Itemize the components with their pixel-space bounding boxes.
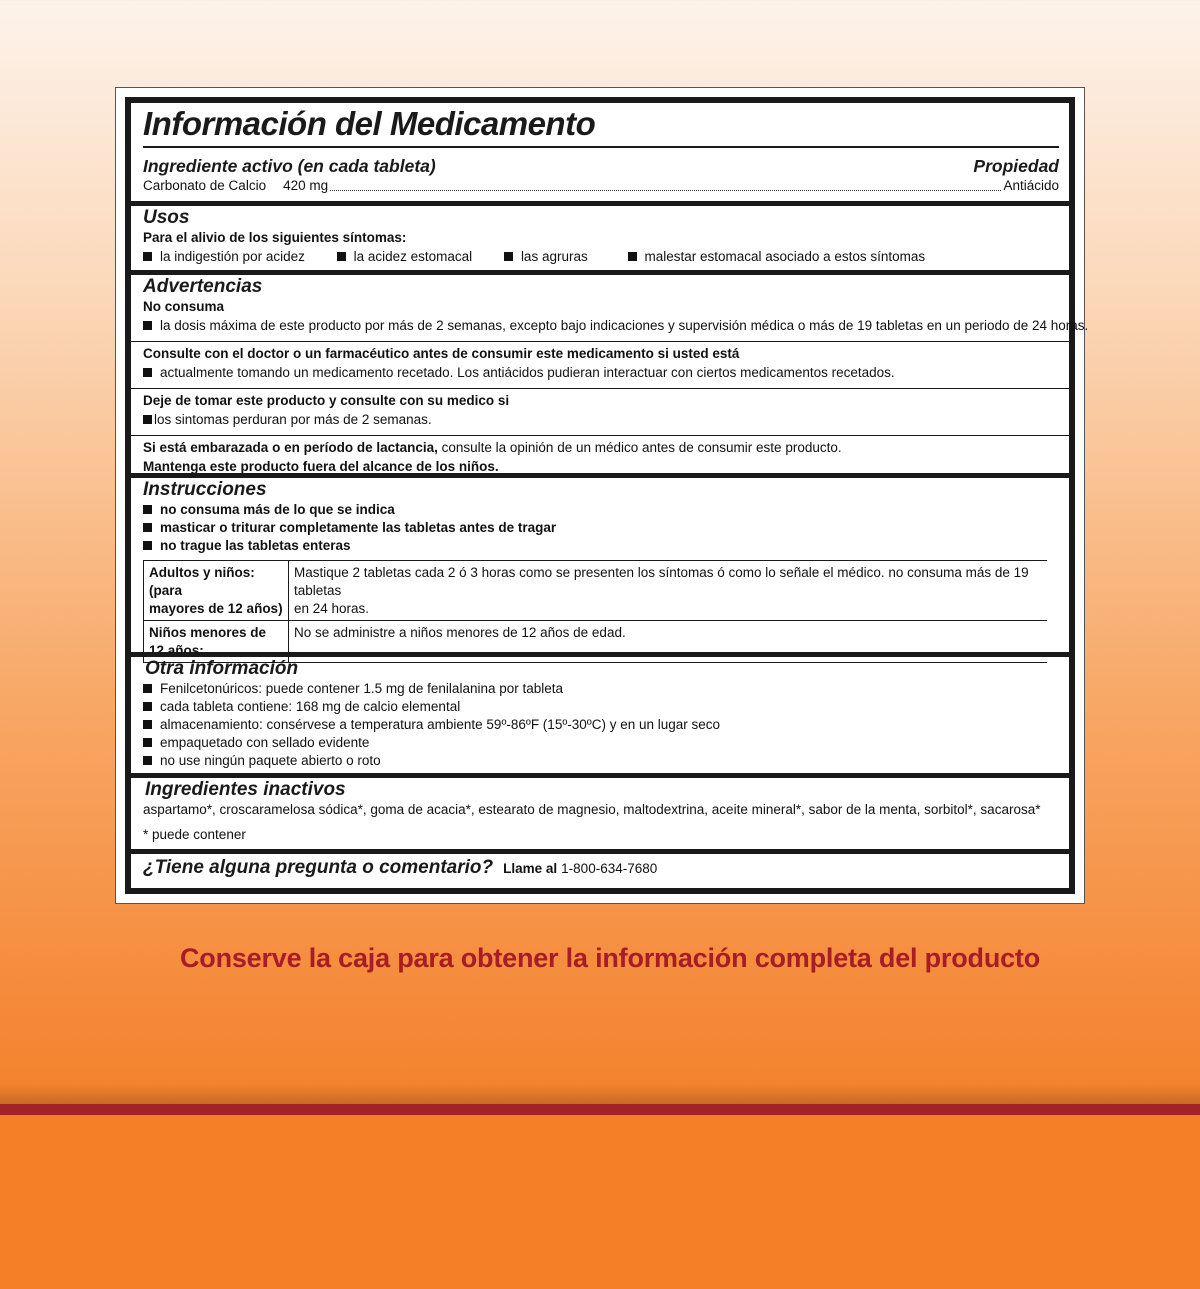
- uses-list: [143, 248, 1059, 266]
- uses-intro: Para el alivio de los siguientes síntomas:: [143, 230, 407, 245]
- inactive-heading: Ingredientes inactivos: [145, 779, 346, 800]
- bottom-orange-band: [0, 1115, 1200, 1289]
- list-item: Fenilcetonúricos: puede contener 1.5 mg de fenilalanina por tableta: [143, 680, 1059, 698]
- directions-heading: Instrucciones: [143, 479, 267, 500]
- dosage-instructions: No se administre a niños menores de 12 años de edad.: [289, 621, 1048, 663]
- active-ingredient-purpose: Antiácido: [1003, 178, 1059, 193]
- other-info-heading: Otra información: [145, 658, 299, 679]
- list-item: cada tableta contiene: 168 mg de calcio elemental: [143, 698, 1059, 716]
- other-info-section: [131, 652, 1069, 770]
- stop-use-item: los sintomas perduran por más de 2 semanas.: [143, 411, 1059, 429]
- list-item: no trague las tabletas enteras: [143, 537, 1059, 555]
- pregnancy-warning: Si está embarazada o en período de lactancia, consulte la opinión de un médico antes de consumir este producto.: [143, 440, 842, 455]
- list-item: no use ningún paquete abierto o roto: [143, 752, 1059, 770]
- ask-doctor-heading: Consulte con el doctor o un farmacéutico antes de consumir este medicamento si usted está: [143, 346, 740, 361]
- do-not-use-item: la dosis máxima de este producto por más de 2 semanas, excepto bajo indicaciones y supervisión médica o más de 19 tabletas en un periodo de 24 horas.: [143, 317, 1059, 335]
- list-item: almacenamiento: consérvese a temperatura ambiente 59º-86ºF (15º-30ºC) y en un lugar seco: [143, 716, 1059, 734]
- ask-doctor-block: [131, 341, 1069, 388]
- stop-use-heading: Deje de tomar este producto y consulte con su medico si: [143, 393, 510, 408]
- table-row: [144, 561, 1048, 621]
- drug-facts-box: [125, 97, 1089, 894]
- keep-carton-note: Conserve la caja para obtener la información completa del producto: [179, 943, 1041, 973]
- dosage-group: Niños menores de 12 años:: [144, 621, 289, 663]
- active-ingredient-row: [143, 177, 1059, 195]
- purpose-heading: Propiedad: [973, 156, 1059, 176]
- warnings-heading: Advertencias: [143, 276, 263, 297]
- phone-number[interactable]: 1-800-634-7680: [561, 861, 658, 876]
- directions-section: [131, 473, 1069, 663]
- active-ingredient-heading: Ingrediente activo (en cada tableta): [143, 156, 436, 176]
- drug-facts-label: [115, 87, 1089, 904]
- call-label: Llame al: [503, 861, 558, 876]
- list-item: la indigestión por acidez: [143, 249, 305, 264]
- questions-heading: ¿Tiene alguna pregunta o comentario?: [143, 857, 494, 878]
- label-title: Información del Medicamento: [143, 105, 596, 142]
- list-item: malestar estomacal asociado a estos síntomas: [628, 249, 926, 264]
- inactive-list: aspartamo*, croscaramelosa sódica*, goma de acacia*, estearato de magnesio, maltodextrina, aceite mineral*, sabor de la menta, sorbitol*, sacarosa*: [143, 802, 1041, 817]
- red-stripe: [0, 1104, 1200, 1115]
- uses-section: [131, 201, 1069, 266]
- inactive-section: [131, 773, 1069, 844]
- list-item: empaquetado con sellado evidente: [143, 734, 1059, 752]
- list-item: las agruras: [504, 249, 588, 264]
- stop-use-block: [131, 388, 1069, 435]
- uses-heading: Usos: [143, 207, 190, 228]
- do-not-use-heading: No consuma: [143, 299, 225, 314]
- directions-table: [143, 560, 1047, 663]
- questions-section: [131, 849, 1069, 882]
- active-ingredient-amount: 420 mg: [283, 178, 329, 193]
- inactive-note: * puede contener: [143, 827, 246, 842]
- active-ingredient-name: Carbonato de Calcio: [143, 178, 267, 193]
- shadow-band: [0, 1084, 1200, 1104]
- dosage-group: Adultos y niños: (para mayores de 12 años): [144, 561, 289, 621]
- title-section: [131, 106, 1069, 195]
- list-item: masticar o triturar completamente las tabletas antes de tragar: [143, 519, 1059, 537]
- warnings-section: [131, 270, 1089, 479]
- keep-out-of-reach: Mantenga este producto fuera del alcance de los niños.: [143, 459, 499, 474]
- list-item: no consuma más de lo que se indica: [143, 501, 1059, 519]
- dosage-instructions: Mastique 2 tabletas cada 2 ó 3 horas como se presenten los síntomas ó como lo señale el médico. no consuma más de 19 tabletas en 24 horas.: [289, 561, 1048, 621]
- list-item: la acidez estomacal: [337, 249, 473, 264]
- ask-doctor-item: actualmente tomando un medicamento recetado. Los antiácidos pudieran interactuar con ciertos medicamentos recetados.: [143, 364, 1059, 382]
